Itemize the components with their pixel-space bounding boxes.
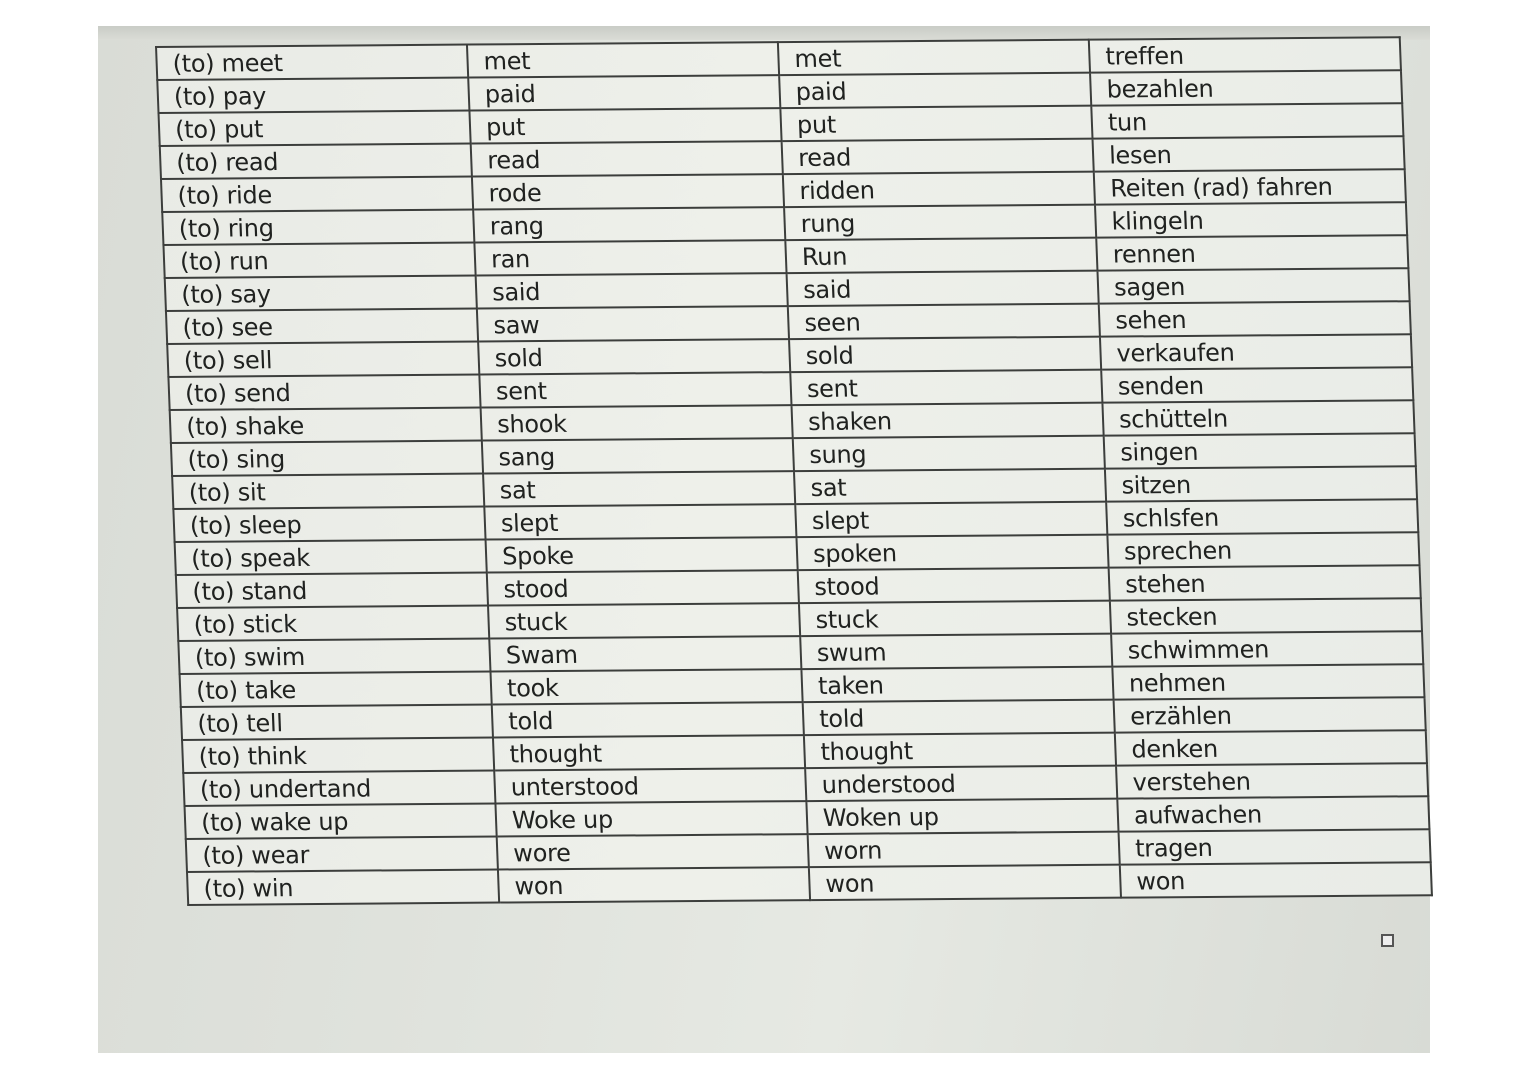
table-resize-handle[interactable] [1381, 934, 1394, 947]
past-participle-cell: taken [801, 667, 1113, 702]
past-simple-cell: unterstood [494, 768, 806, 803]
infinitive-cell: (to) ride [161, 177, 473, 212]
past-simple-cell: read [471, 141, 783, 176]
table-body [156, 37, 1432, 905]
translation-cell: aufwachen [1117, 796, 1429, 831]
past-participle-cell: shaken [791, 403, 1103, 438]
infinitive-cell: (to) sleep [173, 507, 485, 542]
infinitive-cell: (to) think [182, 738, 494, 773]
past-simple-cell: sold [478, 339, 790, 374]
infinitive-cell: (to) see [166, 309, 478, 344]
past-participle-cell: paid [779, 73, 1091, 108]
translation-cell: Reiten (rad) fahren [1094, 169, 1406, 204]
past-simple-cell: thought [493, 735, 805, 770]
past-participle-cell: thought [804, 733, 1116, 768]
past-participle-cell: sent [790, 370, 1102, 405]
past-participle-cell: spoken [796, 535, 1108, 570]
infinitive-cell: (to) swim [178, 639, 490, 674]
past-participle-cell: Woken up [806, 799, 1118, 834]
past-participle-cell: Run [785, 238, 1097, 273]
past-participle-cell: told [803, 700, 1115, 735]
infinitive-cell: (to) put [159, 111, 471, 146]
infinitive-cell: (to) take [180, 672, 492, 707]
past-simple-cell: paid [468, 75, 780, 110]
past-participle-cell: slept [795, 502, 1107, 537]
infinitive-cell: (to) speak [175, 540, 487, 575]
infinitive-cell: (to) say [165, 276, 477, 311]
infinitive-cell: (to) shake [170, 408, 482, 443]
past-simple-cell: Swam [489, 636, 801, 671]
past-participle-cell: sat [794, 469, 1106, 504]
infinitive-cell: (to) undertand [183, 771, 495, 806]
translation-cell: senden [1101, 367, 1413, 402]
past-participle-cell: put [780, 106, 1092, 141]
translation-cell: lesen [1093, 136, 1405, 171]
past-simple-cell: sat [483, 471, 795, 506]
infinitive-cell: (to) read [160, 144, 472, 179]
past-simple-cell: met [467, 42, 779, 77]
past-simple-cell: stood [487, 570, 799, 605]
past-simple-cell: said [476, 273, 788, 308]
translation-cell: stecken [1110, 598, 1422, 633]
past-participle-cell: worn [808, 832, 1120, 867]
past-participle-cell: read [782, 139, 1094, 174]
translation-cell: bezahlen [1090, 70, 1402, 105]
translation-cell: tragen [1119, 829, 1431, 864]
past-simple-cell: Woke up [495, 801, 807, 836]
past-simple-cell: slept [484, 504, 796, 539]
past-simple-cell: saw [477, 306, 789, 341]
translation-cell: verstehen [1116, 763, 1428, 798]
past-participle-cell: seen [788, 304, 1100, 339]
translation-cell: denken [1115, 730, 1427, 765]
translation-cell: sprechen [1107, 532, 1419, 567]
translation-cell: tun [1091, 103, 1403, 138]
past-simple-cell: sang [482, 438, 794, 473]
past-participle-cell: rung [784, 205, 1096, 240]
past-participle-cell: swum [800, 634, 1112, 669]
past-simple-cell: ran [474, 240, 786, 275]
infinitive-cell: (to) sing [171, 441, 483, 476]
past-simple-cell: told [492, 702, 804, 737]
infinitive-cell: (to) ring [162, 210, 474, 245]
infinitive-cell: (to) tell [181, 705, 493, 740]
past-participle-cell: stood [798, 568, 1110, 603]
past-simple-cell: took [490, 669, 802, 704]
infinitive-cell: (to) sit [172, 474, 484, 509]
translation-cell: erzählen [1114, 697, 1426, 732]
translation-cell: singen [1104, 433, 1416, 468]
infinitive-cell: (to) meet [156, 45, 468, 80]
infinitive-cell: (to) pay [157, 78, 469, 113]
translation-cell: rennen [1096, 235, 1408, 270]
translation-cell: sitzen [1105, 466, 1417, 501]
past-participle-cell: said [787, 271, 1099, 306]
past-participle-cell: understood [805, 766, 1117, 801]
past-participle-cell: sung [793, 436, 1105, 471]
past-simple-cell: shook [481, 405, 793, 440]
translation-cell: stehen [1109, 565, 1421, 600]
infinitive-cell: (to) run [163, 243, 475, 278]
past-participle-cell: won [809, 865, 1121, 900]
infinitive-cell: (to) wear [186, 837, 498, 872]
past-simple-cell: Spoke [486, 537, 798, 572]
translation-cell: schütteln [1102, 400, 1414, 435]
past-simple-cell: stuck [488, 603, 800, 638]
past-simple-cell: sent [479, 372, 791, 407]
translation-cell: nehmen [1112, 664, 1424, 699]
infinitive-cell: (to) sell [167, 342, 479, 377]
translation-cell: schwimmen [1111, 631, 1423, 666]
past-simple-cell: rode [472, 174, 784, 209]
past-participle-cell: sold [789, 337, 1101, 372]
past-simple-cell: rang [473, 207, 785, 242]
translation-cell: treffen [1089, 37, 1401, 72]
translation-cell: klingeln [1095, 202, 1407, 237]
infinitive-cell: (to) wake up [185, 804, 497, 839]
past-participle-cell: ridden [783, 172, 1095, 207]
past-participle-cell: met [778, 40, 1090, 75]
infinitive-cell: (to) stand [176, 573, 488, 608]
past-simple-cell: won [498, 867, 810, 902]
translation-cell: sagen [1097, 268, 1409, 303]
past-participle-cell: stuck [799, 601, 1111, 636]
infinitive-cell: (to) win [187, 870, 499, 905]
irregular-verbs-table [155, 36, 1433, 906]
infinitive-cell: (to) send [168, 375, 480, 410]
translation-cell: won [1120, 862, 1432, 897]
translation-cell: verkaufen [1100, 334, 1412, 369]
past-simple-cell: wore [497, 834, 809, 869]
past-simple-cell: put [469, 108, 781, 143]
infinitive-cell: (to) stick [177, 606, 489, 641]
translation-cell: schlsfen [1106, 499, 1418, 534]
translation-cell: sehen [1099, 301, 1411, 336]
